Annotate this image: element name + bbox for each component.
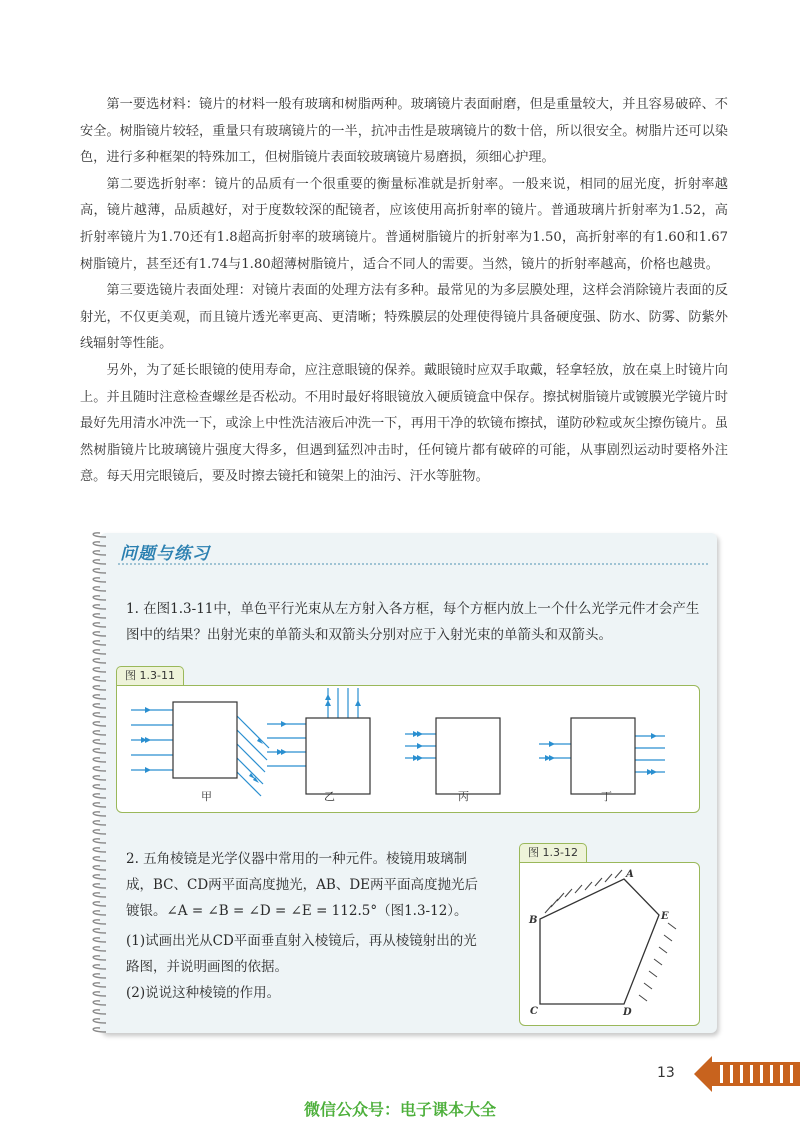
- paragraph-refraction: 第二要选折射率：镜片的品质有一个很重要的衡量标准就是折射率。一般来说，相同的屈光度，折射率越高，镜片越薄，品质越好，对于度数较深的配镜者，应该使用高折射率的镜片。普通玻璃片折射率为1.52，高折射率镜片为1.70还有1.8超高折射率的玻璃镜片。普通树脂镜片的折射率为1.50，高折射率的有1.60和1.67树脂镜片，甚至还有1.74与1.80超薄树脂镜片，适合不同人的需要。当然，镜片的折射率越高，价格也越贵。: [80, 176, 728, 272]
- spiral-ring: [93, 974, 106, 978]
- spiral-ring: [93, 659, 106, 663]
- spiral-ring: [93, 947, 106, 951]
- spiral-ring: [93, 623, 106, 627]
- spiral-ring: [93, 830, 106, 834]
- panel-jia-label: 甲: [201, 790, 212, 803]
- panel-bing-label: 丙: [458, 790, 469, 803]
- panel-yi-label: 乙: [324, 790, 335, 803]
- spiral-ring: [93, 920, 106, 924]
- question-2-part-1: (1)试画出光从CD平面垂直射入棱镜后，再从棱镜射出的光路图，并说明画图的依据。: [126, 933, 477, 975]
- spiral-ring: [93, 569, 106, 573]
- spiral-ring: [93, 866, 106, 870]
- spiral-ring: [93, 839, 106, 843]
- spiral-ring: [93, 776, 106, 780]
- title-divider: [118, 563, 708, 565]
- spiral-ring: [93, 965, 106, 969]
- spiral-ring: [93, 1010, 106, 1014]
- spiral-ring: [93, 875, 106, 879]
- spiral-ring: [93, 893, 106, 897]
- spiral-ring: [93, 803, 106, 807]
- spiral-ring: [93, 641, 106, 645]
- paragraph-maintenance: 另外，为了延长眼镜的使用寿命，应注意眼镜的保养。戴眼镜时应双手取戴，轻拿轻放，放在桌上时镜片向上。并且随时注意检查螺丝是否松动。不用时最好将眼镜放入硬质镜盒中保存。擦拭树脂镜片或镀膜光学镜片时最好先用清水冲洗一下，或涂上中性洗洁液后冲洗一下，再用干净的软镜布擦拭，谨防砂粒或灰尘擦伤镜片。虽然树脂镜片比玻璃镜片强度大得多，但遇到猛烈冲击时，任何镜片都有破碎的可能，从事剧烈运动时要格外注意。每天用完眼镜后，要及时擦去镜托和镜架上的油污、汗水等脏物。: [80, 362, 728, 485]
- question-1-text: 1. 在图1.3-11中，单色平行光束从左方射入各方框，每个方框内放上一个什么光学元件才会产生图中的结果？出射光束的单箭头和双箭头分别对应于入射光束的单箭头和双箭头。: [126, 601, 700, 643]
- spiral-ring: [93, 605, 106, 609]
- question-2: [126, 846, 486, 1006]
- paragraph-coating: 第三要选镜片表面处理：对镜片表面的处理方法有多种。最常见的为多层膜处理，这样会消除镜片表面的反射光，不仅更美观，而且镜片透光率更高、更清晰；特殊膜层的处理使得镜片具备硬度强、防水、防雾、防紫外线辐射等性能。: [80, 283, 728, 352]
- figure-1-3-11-drawing: [117, 686, 699, 812]
- spiral-ring: [93, 956, 106, 960]
- figure-1-3-12-label: 图 1.3-12: [519, 843, 587, 862]
- vertex-b: B: [529, 915, 538, 926]
- spiral-ring: [93, 596, 106, 600]
- spiral-ring: [93, 731, 106, 735]
- spiral-ring: [93, 632, 106, 636]
- spiral-ring: [93, 794, 106, 798]
- panel-ding: [539, 718, 665, 803]
- vertex-e: E: [661, 911, 669, 922]
- spiral-ring: [93, 902, 106, 906]
- vertex-d: D: [623, 1007, 632, 1018]
- spiral-ring: [93, 542, 106, 546]
- exercise-title: 问题与练习: [120, 544, 210, 564]
- spiral-ring: [93, 578, 106, 582]
- panel-yi: [267, 688, 370, 803]
- spiral-ring: [93, 533, 106, 537]
- spiral-ring: [93, 911, 106, 915]
- paragraph-materials: 第一要选材料：镜片的材料一般有玻璃和树脂两种。玻璃镜片表面耐磨，但是重量较大，并且容易破碎、不安全。树脂镜片较轻，重量只有玻璃镜片的一半，抗冲击性是玻璃镜片的数十倍，所以很安全。树脂片还可以染色，进行多种框架的特殊加工，但树脂镜片表面较玻璃镜片易磨损，须细心护理。: [80, 97, 728, 166]
- question-2-stem: 2. 五角棱镜是光学仪器中常用的一种元件。棱镜用玻璃制成，BC、CD两平面高度抛光，AB、DE两平面高度抛光后镀银。∠A = ∠B = ∠D = ∠E = 112.5°（图1.3-12）。: [126, 851, 479, 919]
- spiral-ring: [93, 857, 106, 861]
- spiral-ring: [93, 929, 106, 933]
- panel-bing: [405, 718, 500, 803]
- spiral-ring: [93, 677, 106, 681]
- figure-1-3-11-label: 图 1.3-11: [116, 666, 184, 685]
- spiral-ring: [93, 686, 106, 690]
- page-arrow-icon: [694, 1056, 800, 1092]
- spiral-ring: [93, 992, 106, 996]
- pentaprism-drawing: [520, 863, 699, 1025]
- spiral-ring: [93, 722, 106, 726]
- spiral-ring: [93, 1019, 106, 1023]
- panel-jia: [131, 702, 269, 803]
- spiral-ring: [93, 884, 106, 888]
- spiral-ring: [93, 1028, 106, 1032]
- question-1: [126, 596, 708, 648]
- spiral-ring: [93, 758, 106, 762]
- footer-watermark: 微信公众号：电子课本大全: [303, 1100, 496, 1119]
- spiral-ring: [93, 695, 106, 699]
- spiral-ring: [93, 740, 106, 744]
- spiral-ring: [93, 650, 106, 654]
- spiral-ring: [93, 713, 106, 717]
- spiral-ring: [93, 812, 106, 816]
- panel-ding-label: 丁: [601, 790, 612, 803]
- spiral-binding: [86, 528, 112, 1040]
- spiral-ring: [93, 983, 106, 987]
- spiral-ring: [93, 1001, 106, 1005]
- vertex-a: A: [626, 869, 634, 880]
- spiral-ring: [93, 551, 106, 555]
- spiral-ring: [93, 587, 106, 591]
- spiral-ring: [93, 614, 106, 618]
- spiral-ring: [93, 704, 106, 708]
- spiral-ring: [93, 938, 106, 942]
- figure-1-3-12: [519, 862, 700, 1026]
- spiral-ring: [93, 767, 106, 771]
- body-text: [80, 92, 728, 491]
- spiral-ring: [93, 749, 106, 753]
- figure-1-3-11: [116, 685, 700, 813]
- page-number: 13: [657, 1065, 675, 1081]
- spiral-ring: [93, 560, 106, 564]
- vertex-c: C: [530, 1006, 538, 1017]
- question-2-part-2: (2)说说这种棱镜的作用。: [126, 985, 281, 1001]
- spiral-ring: [93, 821, 106, 825]
- spiral-ring: [93, 785, 106, 789]
- spiral-ring: [93, 668, 106, 672]
- spiral-ring: [93, 848, 106, 852]
